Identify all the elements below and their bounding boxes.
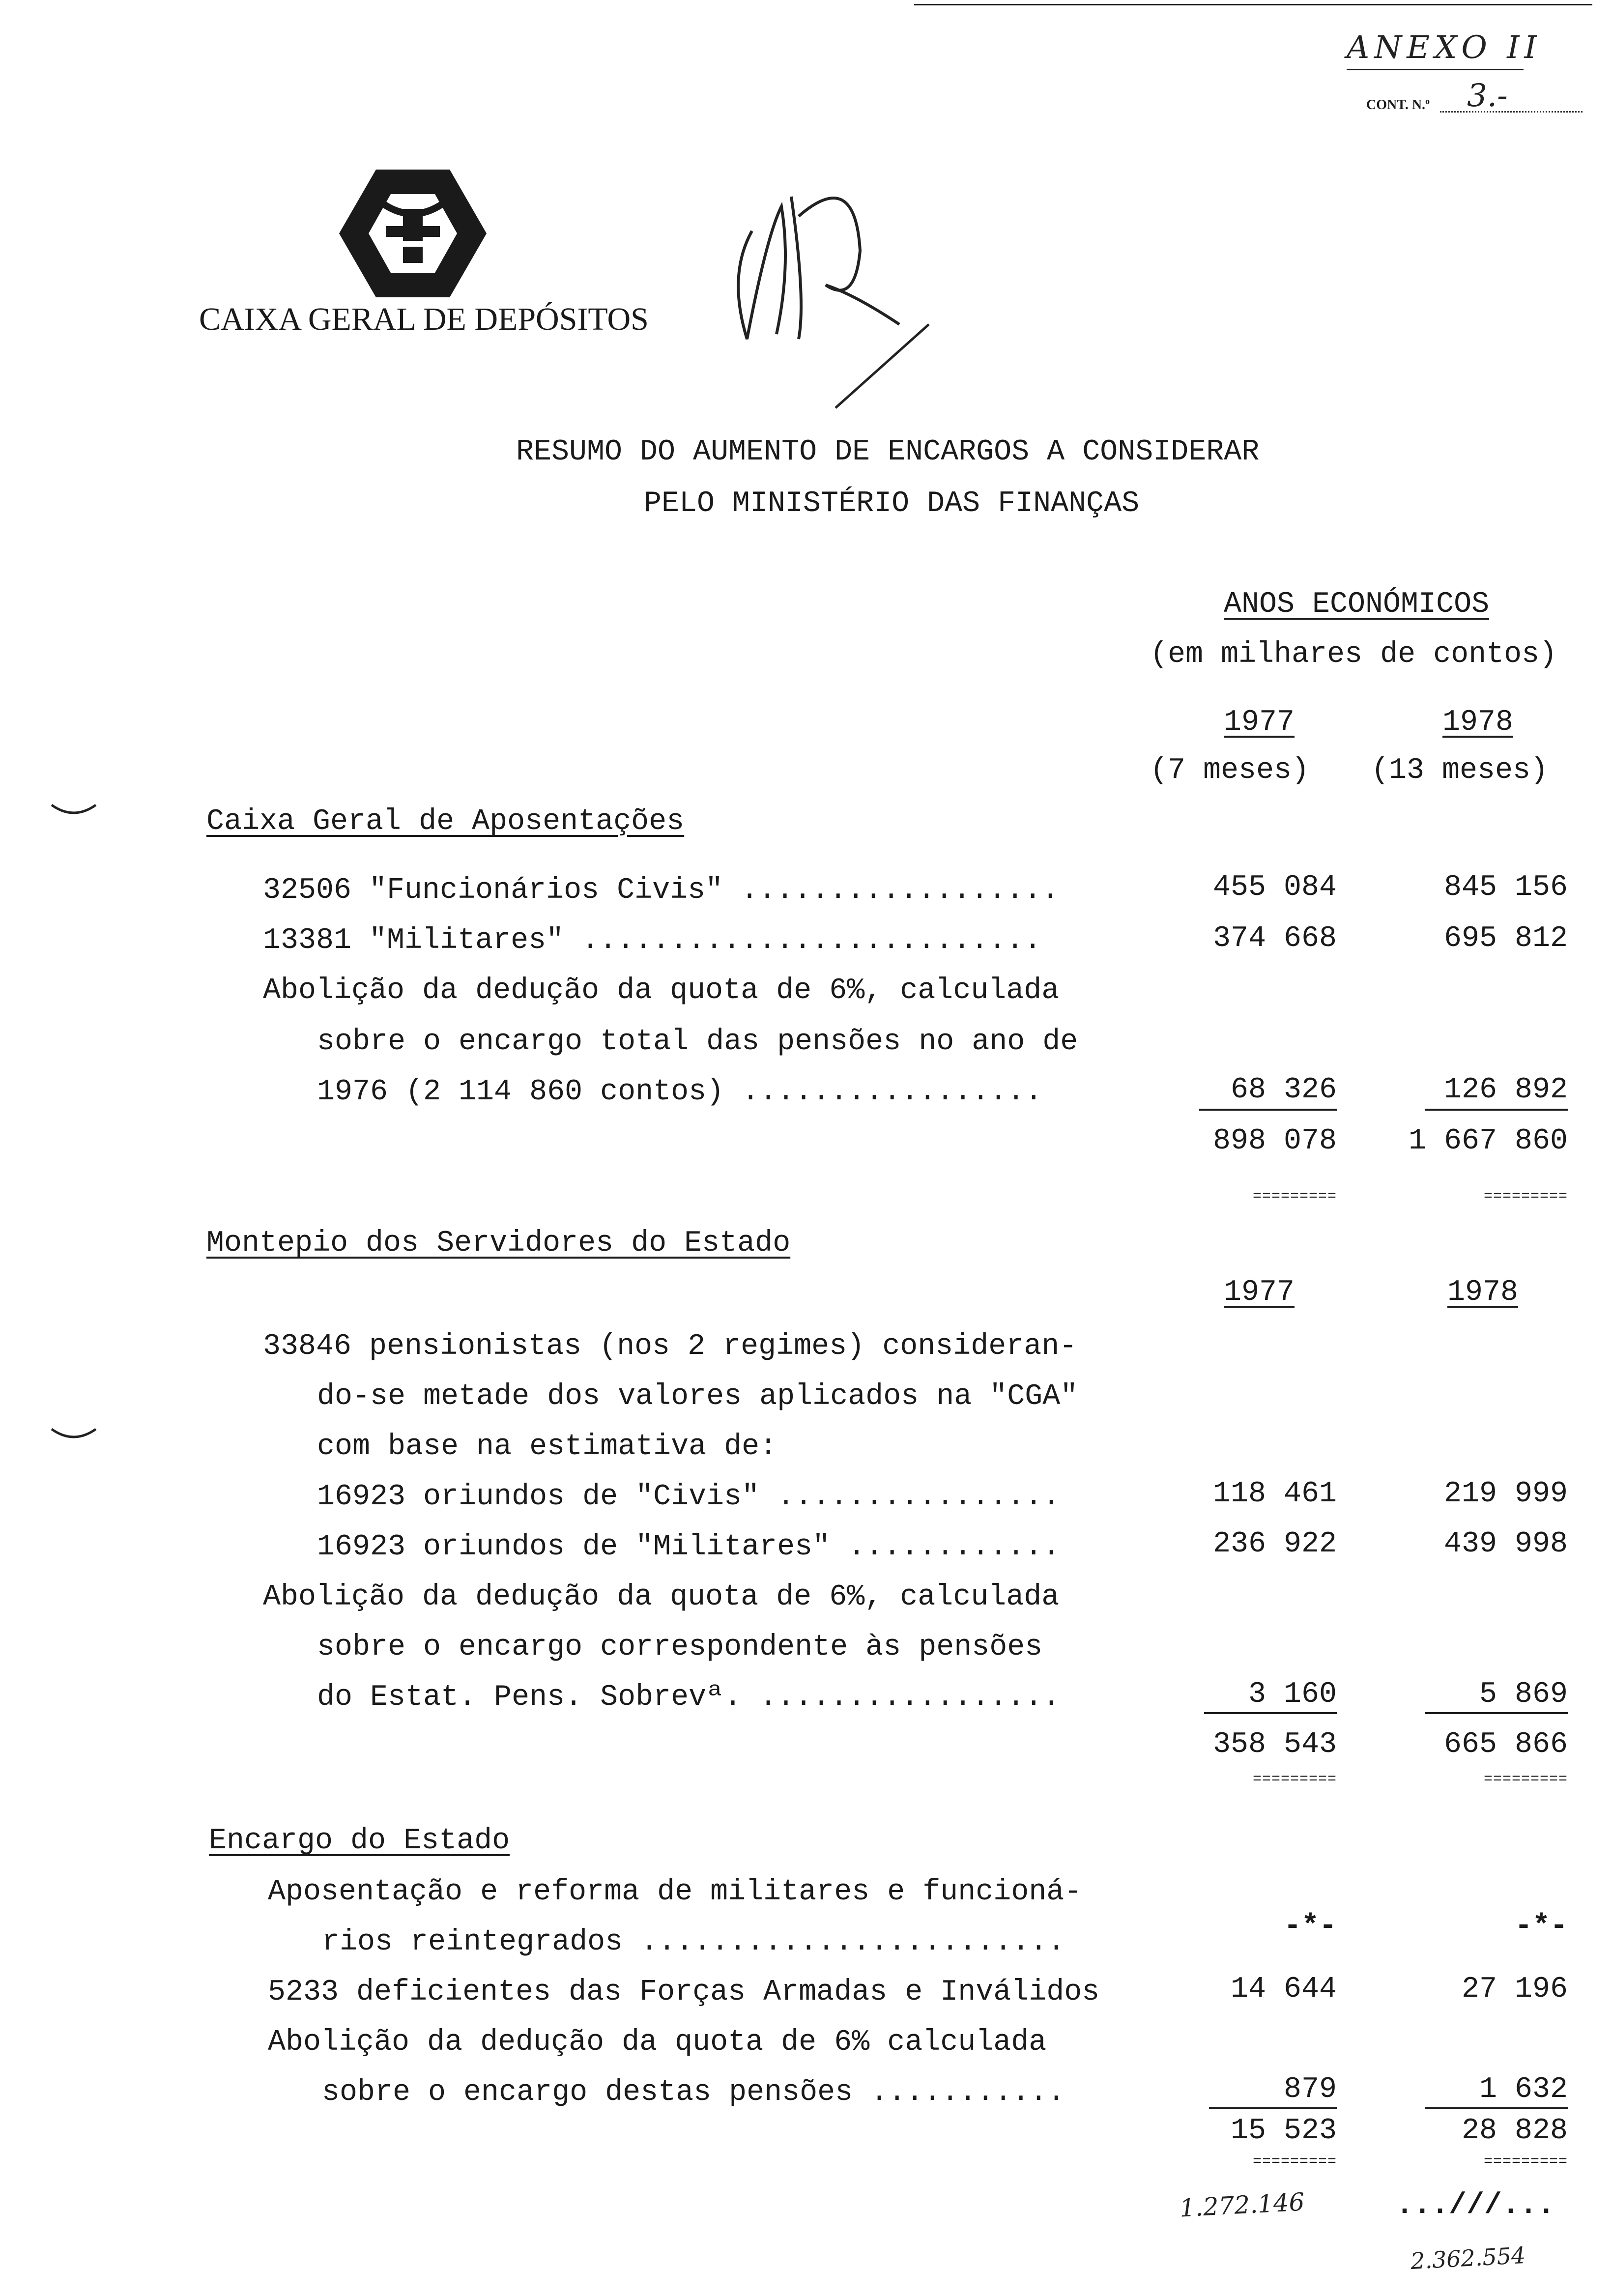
cga-row-civis-1977: 455 084	[1212, 871, 1337, 904]
cga-subtotal-rule-1978	[1425, 1109, 1568, 1111]
mse-subtotal-rule-1978	[1425, 1712, 1568, 1714]
anos-economicos-header: ANOS ECONÓMICOS	[1224, 588, 1490, 621]
annex-underline	[1347, 69, 1524, 70]
cga-total-1978: 1 667 860	[1408, 1124, 1568, 1158]
annex-label: ANEXO II	[1347, 29, 1542, 66]
unit-header: (em milhares de contos)	[1150, 638, 1557, 671]
footer-continuation: ...///...	[1396, 2189, 1555, 2222]
year-1978-header: 1978	[1442, 706, 1514, 739]
estado-line2: rios reintegrados ........................	[322, 1925, 1065, 1959]
mse-abolicao-1978: 5 869	[1479, 1678, 1568, 1711]
margin-mark-2	[49, 1425, 98, 1445]
estado-total-1977: 15 523	[1230, 2114, 1337, 2148]
mse-abolicao-1977: 3 160	[1248, 1678, 1337, 1711]
margin-mark-1	[49, 801, 98, 821]
mse-intro-line1: 33846 pensionistas (nos 2 regimes) consideran-	[263, 1330, 1077, 1363]
cga-total-1977: 898 078	[1212, 1124, 1337, 1158]
document-title-line1: RESUMO DO AUMENTO DE ENCARGOS A CONSIDERAR	[516, 435, 1260, 469]
document-title-line2: PELO MINISTÉRIO DAS FINANÇAS	[644, 487, 1140, 520]
mse-row-militares-1977: 236 922	[1212, 1527, 1337, 1561]
estado-subtotal-rule-1977	[1209, 2107, 1337, 2109]
signature-icon	[708, 177, 944, 423]
cga-abolicao-line3: 1976 (2 114 860 contos) .................	[317, 1075, 1043, 1109]
cga-row-militares-1977: 374 668	[1212, 922, 1337, 955]
mse-abolicao-line3: do Estat. Pens. Sobrevª. .................	[317, 1681, 1061, 1714]
cga-abolicao-1978: 126 892	[1443, 1073, 1568, 1107]
cont-dotted-line	[1440, 111, 1583, 113]
cga-row-militares-label: 13381 "Militares" ..........................	[263, 924, 1042, 957]
mse-total-1977: 358 543	[1212, 1728, 1337, 1761]
estado-line3-1978: 27 196	[1461, 1973, 1568, 2006]
cont-value: 3.-	[1467, 78, 1508, 114]
section-title-mse: Montepio dos Servidores do Estado	[206, 1227, 791, 1260]
mse-subtotal-rule-1977	[1204, 1712, 1337, 1714]
cga-subtotal-rule-1977	[1199, 1109, 1337, 1111]
footer-hand-total: 1.272.146	[1179, 2187, 1305, 2223]
mse-row-militares-label: 16923 oriundos de "Militares" ............	[317, 1530, 1061, 1564]
estado-line3: 5233 deficientes das Forças Armadas e Inválidos	[268, 1976, 1100, 2009]
estado-abolicao-1978: 1 632	[1479, 2073, 1568, 2106]
section-title-cga: Caixa Geral de Aposentações	[206, 805, 685, 838]
estado-line2-1978: -*-	[1514, 1910, 1568, 1943]
year-1977-header: 1977	[1224, 706, 1295, 739]
estado-abolicao-1977: 879	[1283, 2073, 1337, 2106]
mse-total-double-rule-1977: =========	[1252, 1771, 1337, 1788]
estado-subtotal-rule-1978	[1425, 2107, 1568, 2109]
cga-abolicao-line1: Abolição da dedução da quota de 6%, calculada	[263, 974, 1060, 1007]
logo-text: CAIXA GERAL DE DEPÓSITOS	[199, 301, 649, 337]
estado-total-double-rule-1977: =========	[1252, 2153, 1337, 2170]
cga-row-civis-label: 32506 "Funcionários Civis" ..................	[263, 874, 1060, 907]
cga-total-double-rule-1977: =========	[1252, 1188, 1337, 1205]
mse-row-civis-1977: 118 461	[1212, 1477, 1337, 1511]
cgd-logo-icon	[337, 167, 489, 300]
mse-abolicao-line2: sobre o encargo correspondente às pensões	[317, 1631, 1043, 1664]
estado-abolicao-line2: sobre o encargo destas pensões ...........	[322, 2076, 1065, 2109]
period-1977: (7 meses)	[1150, 754, 1310, 787]
top-border-line	[914, 4, 1592, 5]
mse-row-militares-1978: 439 998	[1443, 1527, 1568, 1561]
cont-label: CONT. N.º	[1366, 97, 1430, 113]
mse-year-1978: 1978	[1447, 1276, 1519, 1309]
mse-total-double-rule-1978: =========	[1483, 1771, 1568, 1788]
cga-row-civis-1978: 845 156	[1443, 871, 1568, 904]
estado-line2-1977: -*-	[1283, 1910, 1337, 1943]
mse-year-1977: 1977	[1224, 1276, 1295, 1309]
cga-total-double-rule-1978: =========	[1483, 1188, 1568, 1205]
estado-total-1978: 28 828	[1461, 2114, 1568, 2148]
cga-abolicao-1977: 68 326	[1230, 1073, 1337, 1107]
mse-intro-line2: do-se metade dos valores aplicados na "CGA"	[317, 1380, 1078, 1413]
mse-total-1978: 665 866	[1443, 1728, 1568, 1761]
section-title-estado: Encargo do Estado	[209, 1824, 510, 1858]
mse-row-civis-label: 16923 oriundos de "Civis" ................	[317, 1480, 1061, 1514]
estado-total-double-rule-1978: =========	[1483, 2153, 1568, 2170]
period-1978: (13 meses)	[1371, 754, 1549, 787]
cga-abolicao-line2: sobre o encargo total das pensões no ano de	[317, 1025, 1078, 1059]
footer-hand-total-2: 2.362.554	[1410, 2241, 1526, 2275]
estado-abolicao-line1: Abolição da dedução da quota de 6% calculada	[268, 2026, 1047, 2059]
mse-row-civis-1978: 219 999	[1443, 1477, 1568, 1511]
estado-line3-1977: 14 644	[1230, 1973, 1337, 2006]
cga-row-militares-1978: 695 812	[1443, 922, 1568, 955]
estado-line1: Aposentação e reforma de militares e funcioná-	[268, 1875, 1082, 1909]
mse-intro-line3: com base na estimativa de:	[317, 1430, 777, 1464]
mse-abolicao-line1: Abolição da dedução da quota de 6%, calculada	[263, 1580, 1060, 1614]
